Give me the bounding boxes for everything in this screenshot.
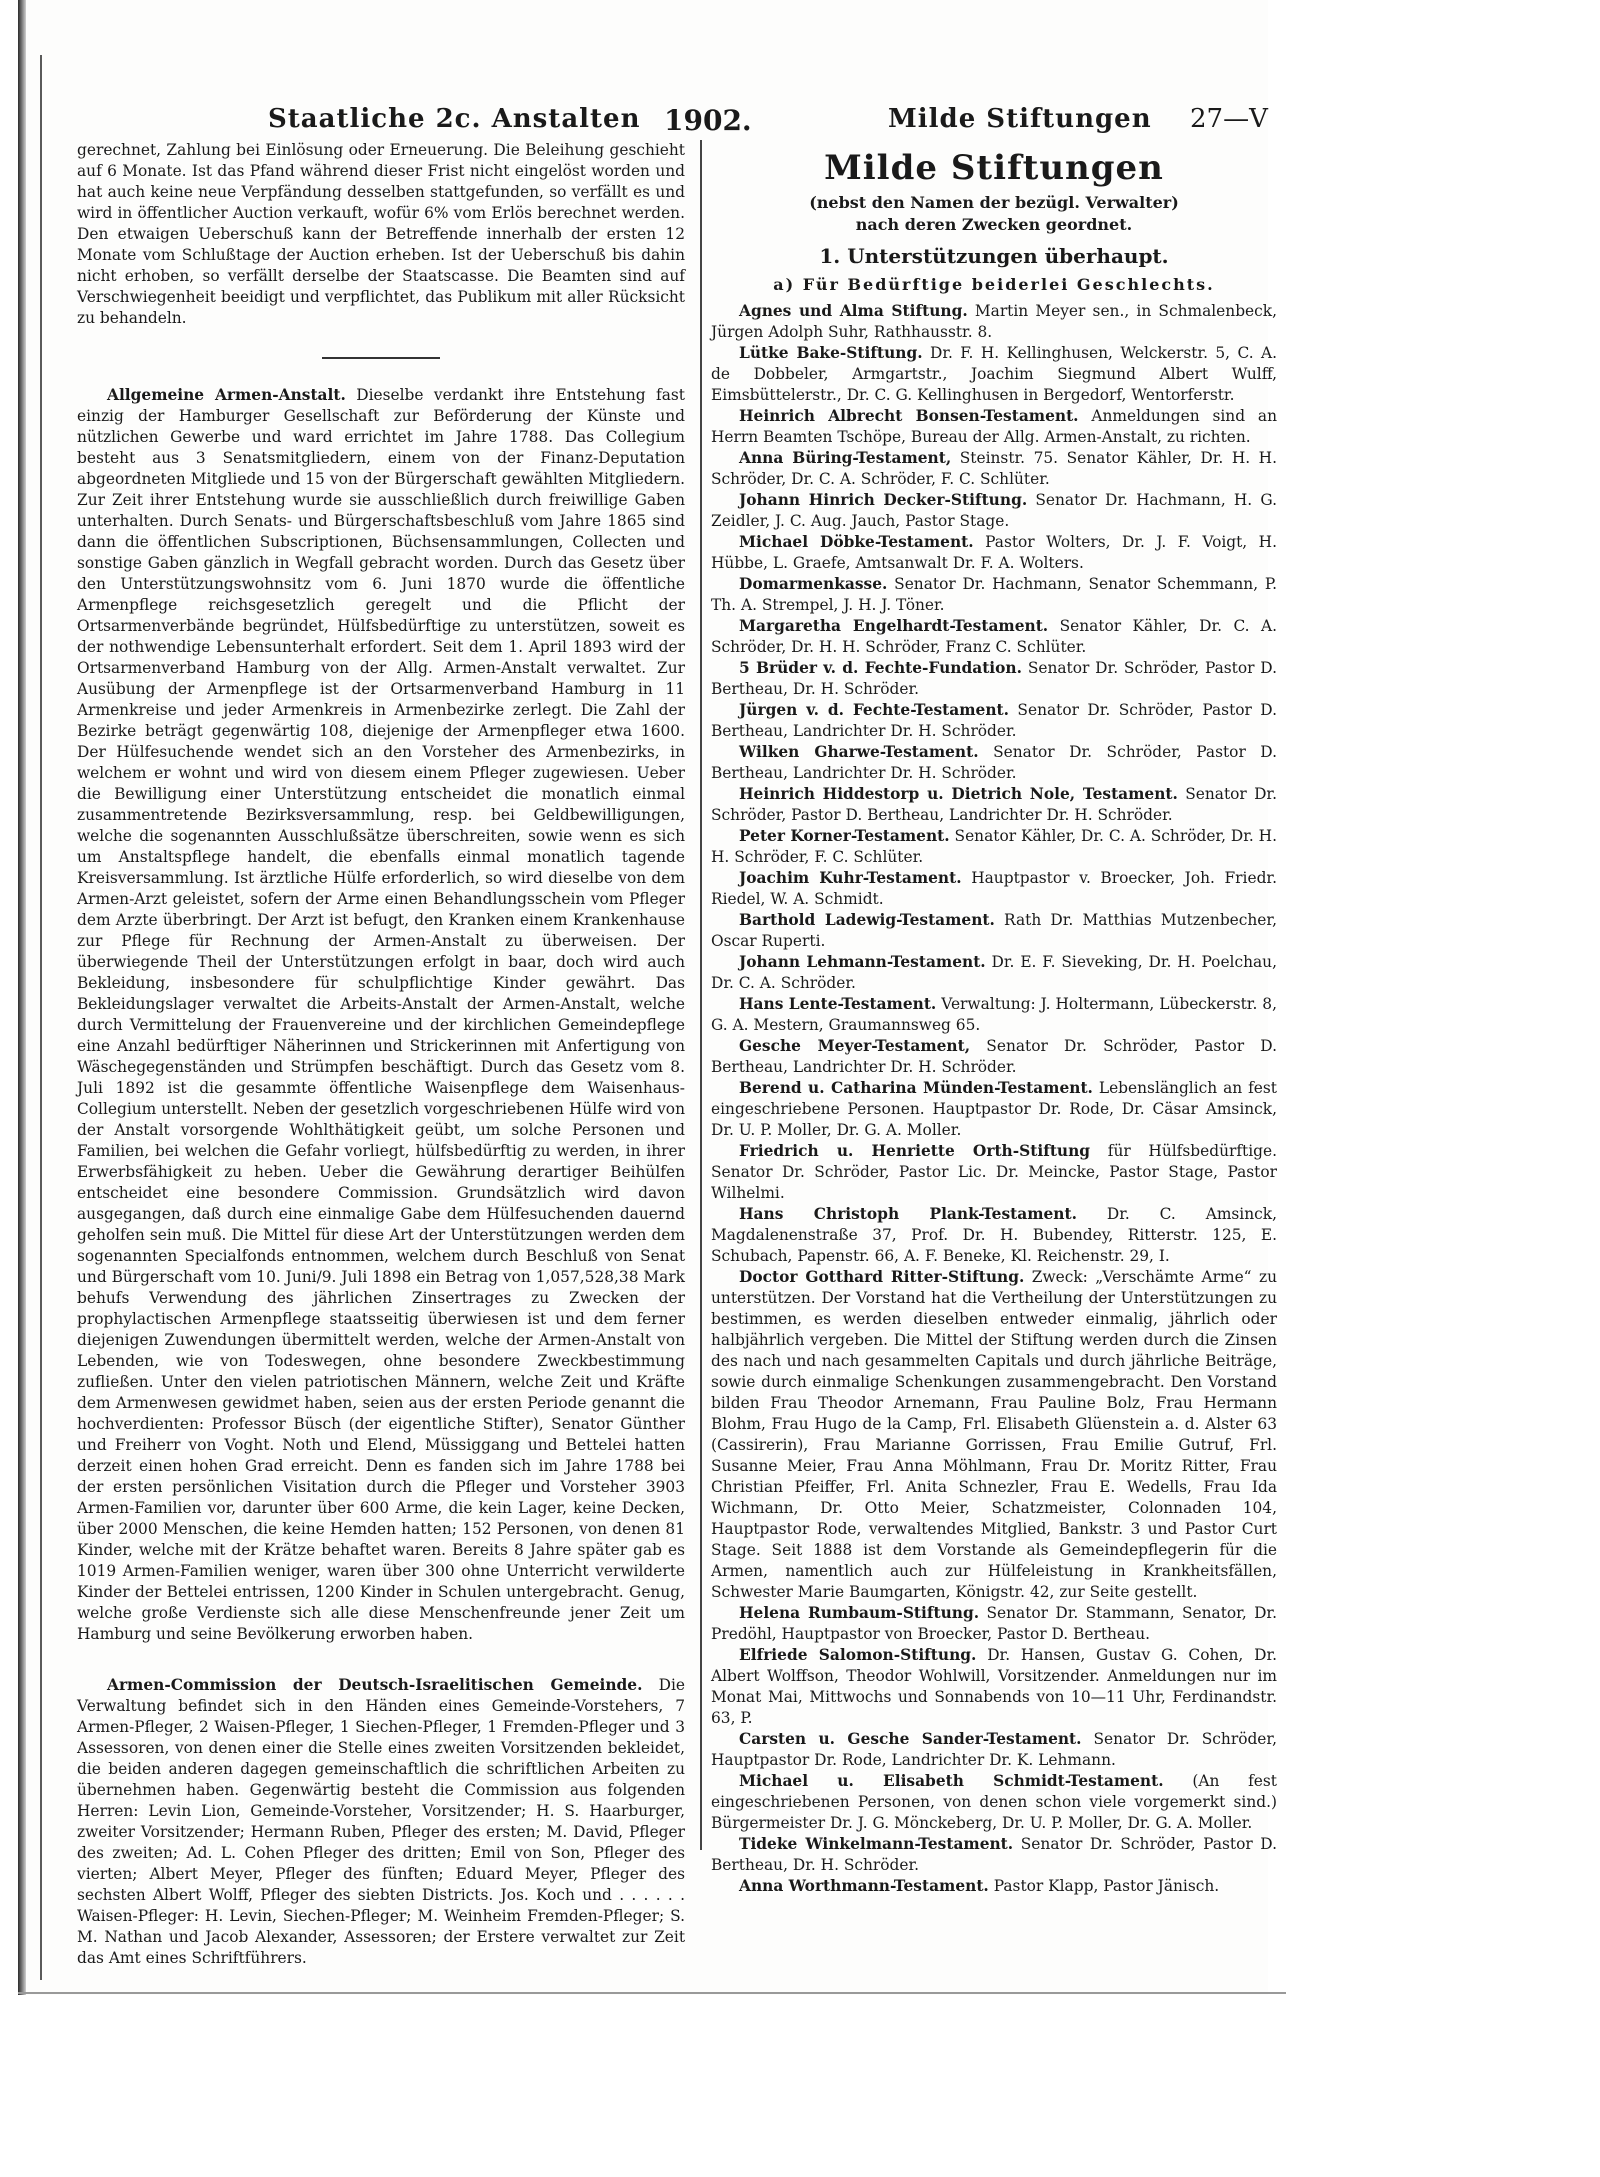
foundation-entry [711,658,1277,700]
header-page-number: 27—V [1190,104,1268,134]
foundation-name: Lütke Bake-Stiftung. [739,344,923,362]
foundation-entry [711,1036,1277,1078]
foundation-name: Hans Lente-Testament. [739,995,937,1013]
foundation-entry [711,1603,1277,1645]
foundation-administrators: Anmeldungen sind an Herrn Beamten Tschöpe, Bureau der Allg. Armen-Anstalt, zu richten. [711,407,1277,446]
foundation-administrators: Dr. Hansen, Gustav G. Cohen, Dr. Albert Wolffson, Theodor Wohlwill, Vorsitzender. Anmeldungen nur im Monat Mai, Mittwochs und Sonnabends von 10—11 Uhr, Ferdinandstr. 63, P. [711,1646,1278,1727]
foundation-administrators: Senator Dr. Hachmann, H. G. Zeidler, J. C. Aug. Jauch, Pastor Stage. [711,491,1277,530]
page-binding-edge [18,0,26,1995]
foundation-administrators: Senator Kähler, Dr. C. A. Schröder, Dr. H. H. Schröder, Franz C. Schlüter. [711,617,1277,656]
foundation-name: Barthold Ladewig-Testament. [739,911,995,929]
paragraph-gap [77,1645,685,1675]
foundation-name: Elfriede Salomon-Stiftung. [739,1646,977,1664]
foundation-entry [711,1204,1277,1267]
left-column [77,140,685,1969]
foundation-administrators: (An fest eingeschriebenen Personen, von denen schon viele vorgemerkt sind.) Bürgermeister Dr. J. G. Mönckeberg, Dr. U. P. Moller, Dr. G. A. Moller. [711,1772,1277,1832]
section-separator [322,357,440,359]
foundation-entry [711,952,1277,994]
foundation-administrators: Lebenslänglich an fest eingeschriebene Personen. Hauptpastor Dr. Rode, Dr. Cäsar Amsinck, Dr. U. P. Moller, Dr. G. A. Moller. [711,1079,1277,1139]
foundation-entry [711,1876,1277,1897]
foundation-entry [711,1771,1277,1834]
right-column [711,140,1277,1897]
header-right-title: Milde Stiftungen [888,104,1152,134]
left-margin-rule [40,55,42,1980]
foundation-entry [711,868,1277,910]
foundation-name: Agnes und Alma Stiftung. [739,302,968,320]
foundation-entry [711,994,1277,1036]
foundation-administrators: Senator Dr. Schröder, Pastor D. Bertheau, Landrichter Dr. H. Schröder. [711,1037,1277,1076]
foundation-administrators: Senator Kähler, Dr. C. A. Schröder, Dr. H. H. Schröder, F. C. Schlüter. [711,827,1277,866]
foundation-entry [711,490,1277,532]
subtitle-2: nach deren Zwecken geordnet. [855,215,1133,234]
foundation-entry [711,826,1277,868]
foundation-name: Tideke Winkelmann-Testament. [739,1835,1014,1853]
foundation-entry [711,1834,1277,1876]
foundation-administrators: Pastor Wolters, Dr. J. F. Voigt, H. Hübbe, L. Graefe, Amtsanwalt Dr. F. A. Wolters. [711,533,1277,572]
armen-anstalt-heading: Allgemeine Armen-Anstalt. [107,386,346,404]
foundation-entry [711,448,1277,490]
foundation-entry [711,1078,1277,1141]
foundation-name: Hans Christoph Plank-Testament. [739,1205,1077,1223]
foundation-name: Friedrich u. Henriette Orth-Stiftung [739,1142,1091,1160]
foundation-name: Michael Döbke-Testament. [739,533,974,551]
foundation-name: Berend u. Catharina Münden-Testament. [739,1079,1093,1097]
foundation-administrators: Senator Dr. Schröder, Pastor D. Bertheau, Landrichter Dr. H. Schröder. [711,701,1277,740]
foundation-entry [711,784,1277,826]
foundation-entry [711,574,1277,616]
armen-anstalt-paragraph [77,385,685,1645]
foundation-administrators: Martin Meyer sen., in Schmalenbeck, Jürgen Adolph Suhr, Rathhausstr. 8. [711,302,1277,341]
foundation-administrators: Senator Dr. Schröder, Pastor D. Bertheau, Dr. H. Schröder. [711,1835,1277,1874]
foundation-name: Wilken Gharwe-Testament. [739,743,979,761]
foundation-entry [711,301,1277,343]
foundation-entry [711,532,1277,574]
foundation-name: Jürgen v. d. Fechte-Testament. [739,701,1009,719]
foundation-name: Doctor Gotthard Ritter-Stiftung. [739,1268,1025,1286]
foundation-administrators: Verwaltung: J. Holtermann, Lübeckerstr. 8, G. A. Mestern, Graumannsweg 65. [711,995,1277,1034]
header-left-title: Staatliche 2c. Anstalten [268,104,641,134]
foundation-entry [711,1645,1277,1729]
foundation-name: Domarmenkasse. [739,575,888,593]
foundation-entry [711,616,1277,658]
foundation-name: Heinrich Albrecht Bonsen-Testament. [739,407,1079,425]
column-divider [700,140,702,1850]
israel-commission-text: Die Verwaltung befindet sich in den Händen eines Gemeinde-Vorstehers, 7 Armen-Pfleger, 2 Waisen-Pfleger, 1 Siechen-Pfleger, 1 Fremden-Pfleger und 3 Assessoren, von denen einer die Stelle eines zweiten Vorsitzenden bekleidet, die beiden anderen dagegen gemeinschaftlich die schriftlichen Arbeiten zu übernehmen haben. Gegenwärtig besteht die Commission aus folgenden Herren: Levin Lion, Gemeinde-Vorsteher, Vorsitzender; H. S. Haarburger, zweiter Vorsitzender; Hermann Ruben, Pfleger des ersten; M. David, Pfleger des zweiten; Ad. L. Cohen Pfleger des dritten; Emil von Son, Pfleger des vierten; Albert Meyer, Pfleger des fünften; Eduard Meyer, Pfleger des sechsten Albert Wolff, Pfleger des siebten Districts. Jos. Koch und . . . . . . Waisen-Pfleger: H. Levin, Siechen-Pfleger; M. Weinheim Fremden-Pfleger; S. M. Nathan und Jacob Alexander, Assessoren; der Erstere verwaltet zur Zeit das Amt eines Schriftführers. [77,1676,685,1967]
foundation-administrators: Senator Dr. Stammann, Senator, Dr. Predöhl, Hauptpastor von Broecker, Pastor D. Bertheau. [711,1604,1277,1643]
foundation-administrators: Dr. C. Amsinck, Magdalenenstraße 37, Prof. Dr. H. Bubendey, Ritterstr. 125, E. Schubach, Papenstr. 66, A. F. Beneke, Kl. Reichenstr. 29, I. [711,1205,1277,1265]
foundation-administrators: Senator Dr. Schröder, Hauptpastor Dr. Rode, Landrichter Dr. K. Lehmann. [711,1730,1277,1769]
foundation-name: Heinrich Hiddestorp u. Dietrich Nole, Testament. [739,785,1178,803]
armen-anstalt-text: Dieselbe verdankt ihre Entstehung fast einzig der Hamburger Gesellschaft zur Beförderung der Künste und nützlichen Gewerbe und ward errichtet im Jahre 1788. Das Collegium besteht aus 3 Senatsmitgliedern, einem von der Finanz-Deputation abgeordneten Mitgliede und 15 von der Bürgerschaft gewählten Mitgliedern. Zur Zeit ihrer Entstehung wurde sie ausschließlich durch freiwillige Gaben unterhalten. Durch Senats- und Bürgerschaftsbeschluß vom Jahre 1865 sind dann die öffentlichen Subscriptionen, Büchsensammlungen, Collecten und sonstige Gaben gänzlich in Wegfall gebracht worden. Durch das Gesetz über den Unterstützungswohnsitz vom 6. Juni 1870 wurde die öffentliche Armenpflege reichsgesetzlich geregelt und die Pflicht der Ortsarmenverbände begründet, Hülfsbedürftige zu unterstützen, soweit es der nothwendige Lebensunterhalt erfordert. Seit dem 1. April 1893 wird der Ortsarmenverband Hamburg von der Allg. Armen-Anstalt verwaltet. Zur Ausübung der Armenpflege ist der Ortsarmenverband Hamburg in 11 Armenkreise und jeder Armenkreis in Armenbezirke zerlegt. Die Zahl der Bezirke beträgt gegenwärtig 108, diejenige der Armenpfleger etwa 1600. Der Hülfesuchende wendet sich an den Vorsteher des Armenbezirks, in welchem er wohnt und wird von diesem einem Pfleger zugewiesen. Ueber die Bewilligung einer Unterstützung entscheidet die monatlich einmal zusammentretende Bezirksversammlung, resp. bei Geldbewilligungen, welche die sogenannten Ausschlußsätze überschreiten, sowie wenn es sich um Anstaltspflege handelt, die ebenfalls einmal monatlich tagende Kreisversammlung. Ist ärztliche Hülfe erforderlich, so wird dieselbe von dem Armen-Arzt geleistet, sofern der Arme einen Behandlungsschein vom Pfleger dem Arzte überbringt. Der Arzt ist befugt, den Kranken einem Krankenhause zur Pflege für Rechnung der Armen-Anstalt zu überweisen. Der überwiegende Theil der Unterstützungen erfolgt in baar, doch wird auch Bekleidung, insbesondere für schulpflichtige Kinder gewährt. Das Bekleidungslager verwaltet die Arbeits-Anstalt der Armen-Anstalt, welche durch Vermittelung der Frauenvereine und der kirchlichen Gemeindepflege eine Anzahl bedürftiger Näherinnen und Strickerinnen mit Anfertigung von Wäschegegenständen und Strümpfen beschäftigt. Durch das Gesetz vom 8. Juli 1892 ist die gesammte öffentliche Waisenpflege dem Waisenhaus-Collegium unterstellt. Neben der gesetzlich vorgeschriebenen Hülfe wird von der Anstalt vorsorgende Wohlthätigkeit geübt, um solche Personen und Familien, bei welchen die Gefahr vorliegt, hülfsbedürftig zu werden, in ihrer Erwerbsfähigkeit zu heben. Ueber die Gewährung derartiger Beihülfen entscheidet eine besondere Commission. Grundsätzlich wird davon ausgegangen, daß durch eine einmalige Gabe dem Hülfesuchenden dauernd geholfen sein muß. Die Mittel für diese Art der Unterstützungen werden dem sogenannten Specialfonds entnommen, welchem durch Beschluß von Senat und Bürgerschaft vom 10. Juni/9. Juli 1898 ein Betrag von 1,057,528,38 Mark behufs Verwendung des jährlichen Zinsertrages zu Zwecken der prophylactischen Armenpflege staatsseitig überwiesen ist und dem ferner diejenigen Zuwendungen übermittelt werden, welche der Armen-Anstalt von Lebenden, wie von Todeswegen, ohne besondere Zweckbestimmung zufließen. Unter den vielen patriotischen Männern, welche Zeit und Kräfte dem Armenwesen gewidmet haben, seien aus der ersten Periode genannt die hochverdienten: Professor Büsch (der eigentliche Stifter), Senator Günther und Freiherr von Voght. Noth und Elend, Müssiggang und Bettelei hatten derzeit einen hohen Grad erreicht. Denn es fanden sich im Jahre 1788 bei der ersten persönlichen Visitation durch die Pfleger und Vorsteher 3903 Armen-Familien vor, darunter über 600 Arme, die kein Lager, keine Decken, über 2000 Menschen, die keine Hemden hatten; 152 Personen, von denen 81 Kinder, welche mit der Krätze behaftet waren. Bereits 8 Jahre später gab es 1019 Armen-Familien weniger, waren über 300 ohne Unterricht verwilderte Kinder der Bettelei entrissen, 1200 Kinder in Schulen untergebracht. Genug, welche große Verdienste sich alle diese Menschenfreunde jener Zeit um Hamburg und seine Bevölkerung erworben haben. [77,386,686,1643]
foundation-administrators: Senator Dr. Schröder, Pastor D. Bertheau, Landrichter Dr. H. Schröder. [711,785,1277,824]
foundation-list [711,301,1277,1897]
foundation-name: Johann Hinrich Decker-Stiftung. [739,491,1028,509]
foundation-name: Michael u. Elisabeth Schmidt-Testament. [739,1772,1164,1790]
foundation-entry [711,742,1277,784]
foundation-entry [711,1141,1277,1204]
foundation-administrators: Pastor Klapp, Pastor Jänisch. [993,1877,1220,1895]
foundation-entry [711,1267,1277,1603]
pawn-paragraph: gerechnet, Zahlung bei Einlösung oder Erneuerung. Die Beleihung geschieht auf 6 Monate. Ist das Pfand während dieser Frist nicht eingelöst worden und hat auch keine neue Verpfändung desselben stattgefunden, so verfällt es und wird in öffentlicher Auction verkauft, wofür 6% vom Erlös berechnet werden. Den etwaigen Ueberschuß kann der Betreffende innerhalb der ersten 12 Monate vom Schlußtage der Auction erheben. Ist der Ueberschuß bis dahin nicht erhoben, so verfällt derselbe der Staatscasse. Die Beamten sind auf Verschwiegenheit beeidigt und verpflichtet, das Publikum mit aller Rücksicht zu behandeln. [77,141,685,327]
page-bottom-edge [18,1992,1286,1994]
header-year: 1902. [664,104,752,137]
foundation-administrators: für Hülfsbedürftige. Senator Dr. Schröder, Pastor Lic. Dr. Meincke, Pastor Stage, Pastor Wilhelmi. [711,1142,1277,1202]
foundation-name: Anna Worthmann-Testament. [739,1877,989,1895]
foundation-name: Margaretha Engelhardt-Testament. [739,617,1049,635]
subtitle-1: (nebst den Namen der bezügl. Verwalter) [809,193,1179,212]
foundation-name: Johann Lehmann-Testament. [739,953,986,971]
main-title: Milde Stiftungen [824,148,1164,188]
foundation-entry [711,406,1277,448]
foundation-entry [711,343,1277,406]
foundation-name: 5 Brüder v. d. Fechte-Fundation. [739,659,1022,677]
foundation-administrators: Steinstr. 75. Senator Kähler, Dr. H. H. Schröder, Dr. C. A. Schröder, F. C. Schlüter. [711,449,1277,488]
section-heading-a: a) Für Bedürftige beiderlei Geschlechts. [773,275,1215,294]
foundation-administrators: Rath Dr. Matthias Mutzenbecher, Oscar Ruperti. [711,911,1277,950]
foundation-administrators: Senator Dr. Schröder, Pastor D. Bertheau, Dr. H. Schröder. [711,659,1277,698]
foundation-name: Anna Büring-Testament, [739,449,952,467]
foundation-name: Gesche Meyer-Testament, [739,1037,971,1055]
foundation-entry [711,910,1277,952]
israel-commission-paragraph [77,1675,685,1969]
foundation-entry [711,700,1277,742]
section-heading-1: 1. Unterstützungen überhaupt. [819,244,1169,268]
foundation-administrators: Dr. E. F. Sieveking, Dr. H. Poelchau, Dr. C. A. Schröder. [711,953,1277,992]
foundation-administrators: Dr. F. H. Kellinghusen, Welckerstr. 5, C. A. de Dobbeler, Armgartstr., Joachim Siegmund Albert Wulff, Eimsbüttelerstr., Dr. C. G. Kellinghusen in Bergedorf, Wentorferstr. [711,344,1277,404]
foundation-administrators: Senator Dr. Hachmann, Senator Schemmann, P. Th. A. Strempel, J. H. J. Töner. [711,575,1277,614]
foundation-name: Joachim Kuhr-Testament. [739,869,962,887]
foundation-name: Helena Rumbaum-Stiftung. [739,1604,980,1622]
foundation-administrators: Senator Dr. Schröder, Pastor D. Bertheau, Landrichter Dr. H. Schröder. [711,743,1277,782]
foundation-name: Carsten u. Gesche Sander-Testament. [739,1730,1082,1748]
foundation-name: Peter Korner-Testament. [739,827,950,845]
foundation-entry [711,1729,1277,1771]
israel-commission-heading: Armen-Commission der Deutsch-Israelitischen Gemeinde. [107,1676,643,1694]
foundation-administrators: Zweck: „Verschämte Arme“ zu unterstützen. Der Vorstand hat die Vertheilung der Unterstützungen zu bestimmen, es werden dieselben entweder einmalig, jährlich oder halbjährlich vergeben. Die Mittel der Stiftung werden durch die Zinsen des nach und nach gesammelten Capitals und durch jährliche Beiträge, sowie durch einmalige Schenkungen zusammengebracht. Den Vorstand bilden Frau Theodor Arnemann, Frau Pauline Bolz, Frau Hermann Blohm, Frau Hugo de la Camp, Frl. Elisabeth Glüenstein a. d. Alster 63 (Cassirerin), Frau Marianne Gorrissen, Frau Emilie Gutruf, Frl. Susanne Meier, Frau Anna Möhlmann, Frau Dr. Moritz Ritter, Frau Christian Pfeiffer, Frl. Anita Schnezler, Frau E. Wedells, Frau Ida Wichmann, Dr. Otto Meier, Schatzmeister, Colonnaden 104, Hauptpastor Rode, verwaltendes Mitglied, Bankstr. 3 und Pastor Curt Stage. Seit 1888 ist dem Vorstande als Gemeindepflegerin für die Armen, namentlich auch zur Hülfeleistung in Krankheitsfällen, Schwester Marie Baumgarten, Königstr. 42, zur Seite gestellt. [711,1268,1277,1601]
foundation-administrators: Hauptpastor v. Broecker, Joh. Friedr. Riedel, W. A. Schmidt. [711,869,1277,908]
